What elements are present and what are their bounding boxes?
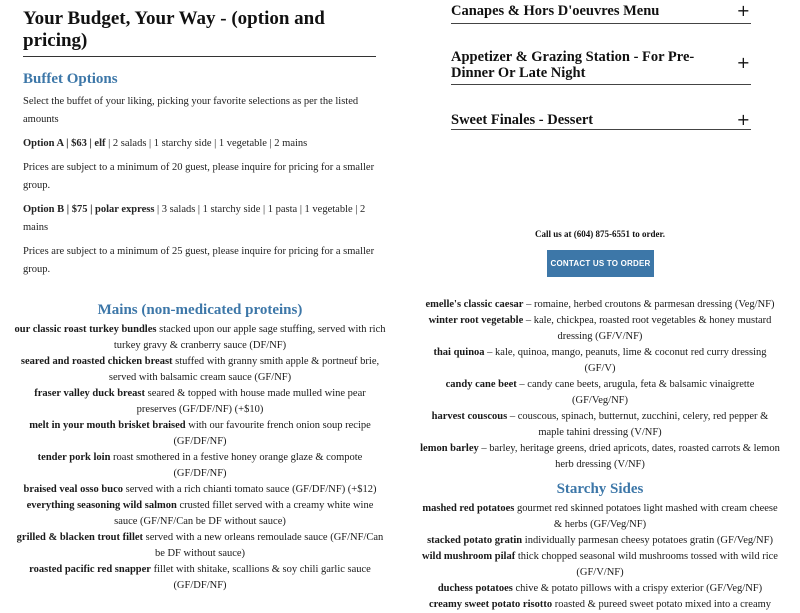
option-b [23,201,377,237]
accordion-dessert[interactable] [451,110,751,130]
menu-accordion [451,0,751,130]
option-b-detail: | 3 salads | 1 starchy side | 1 pasta | 1 vegetable | 2 mains [23,204,366,233]
menu-item: grilled & blacken trout fillet served with a new orleans remoulade sauce (GF/NF/Can be DF without sauce) [16,532,384,559]
menu-item: seared and roasted chicken breast stuffed with granny smith apple & portneuf brie, served with balsamic cream sauce (GF/NF) [20,356,380,383]
accordion-appetizer-title: Appetizer & Grazing Station - For Pre-Dinner Or Late Night [451,49,695,81]
menu-item: thai quinoa – kale, quinoa, mango, peanuts, lime & coconut red curry dressing (GF/V) [433,347,767,374]
menu-item: roasted pacific red snapper fillet with shitake, scallions & soy chili garlic sauce (GF/DF/NF) [29,564,371,591]
menu-item: fraser valley duck breast seared & topped with house made mulled wine pear preserves (GF/DF/NF) (+$10) [34,388,366,415]
budget-title: Your Budget, Your Way - (option and pricing) [23,8,376,57]
option-b-label: Option B | $75 | polar express [23,204,155,215]
option-a-label: Option A | $63 | elf [23,138,106,149]
menu-item: everything seasoning wild salmon crusted fillet served with a creamy white wine sauce (GF/NF/Can be DF without sauce) [26,500,374,527]
menu-item: lemon barley – barley, heritage greens, dried apricots, dates, roasted carrots & lemon herb dressing (V/NF) [420,443,780,470]
option-a-detail: | 2 salads | 1 starchy side | 1 vegetable | 2 mains [105,138,308,149]
menu-item: harvest couscous – couscous, spinach, butternut, zucchini, celery, red pepper & maple tahini dressing (V/NF) [431,411,769,438]
accordion-canapes[interactable] [451,0,751,24]
option-a [23,135,377,153]
menu-item: tender pork loin roast smothered in a festive honey orange glaze & compote (GF/DF/NF) [37,452,363,479]
menu-item: candy cane beet – candy cane beets, arugula, feta & balsamic vinaigrette (GF/Veg/NF) [445,379,755,406]
option-a-note: Prices are subject to a minimum of 20 guest, please inquire for pricing for a smaller group. [23,162,375,191]
menu-item: braised veal osso buco served with a rich chianti tomato sauce (GF/DF/NF) (+$12) [23,484,377,495]
salads-menu [418,297,782,613]
call-to-order-text: Call us at (604) 875-6551 to order. [535,229,665,239]
menu-item: winter root vegetable – kale, chickpea, roasted root vegetables & honey mustard dressing (GF/V/NF) [428,315,772,342]
accordion-canapes-title: Canapes & Hors D'oeuvres Menu [451,3,660,19]
accordion-appetizer[interactable] [451,49,751,85]
mains-menu [14,300,386,594]
menu-item: mashed red potatoes gourmet red skinned potatoes light mashed with cream cheese & herbs (GF/Veg/NF) [422,503,778,530]
accordion-dessert-title: Sweet Finales - Dessert [451,112,594,128]
plus-icon[interactable]: + [736,110,750,129]
panel-fade [23,282,377,298]
menu-item: duchess potatoes chive & potato pillows with a crispy exterior (GF/Veg/NF) [437,583,763,594]
menu-item: wild mushroom pilaf thick chopped seasonal wild mushrooms tossed with wild rice (GF/V/NF) [422,551,778,578]
menu-item: creamy sweet potato risotto roasted & pureed sweet potato mixed into a creamy [428,599,772,610]
plus-icon[interactable]: + [736,1,750,20]
budget-panel [23,8,377,298]
starchy-sides-heading: Starchy Sides [556,481,644,497]
menu-item: stacked potato gratin individually parmesan cheesy potatoes gratin (GF/Veg/NF) [427,535,773,546]
buffet-intro: Select the buffet of your liking, picking your favorite selections as per the listed amounts [23,96,359,125]
menu-item: our classic roast turkey bundles stacked upon our apple sage stuffing, served with rich turkey gravy & cranberry sauce (DF/NF) [14,324,386,351]
menu-item: emelle's classic caesar – romaine, herbed croutons & parmesan dressing (Veg/NF) [425,299,775,310]
contact-us-button[interactable]: CONTACT US TO ORDER [547,250,654,277]
menu-item: melt in your mouth brisket braised with our favourite french onion soup recipe (GF/DF/NF) [29,420,371,447]
buffet-options-heading: Buffet Options [23,71,118,87]
option-b-note: Prices are subject to a minimum of 25 guest, please inquire for pricing for a smaller group. [23,246,375,275]
mains-heading: Mains (non-medicated proteins) [97,302,303,318]
plus-icon[interactable]: + [736,53,750,72]
